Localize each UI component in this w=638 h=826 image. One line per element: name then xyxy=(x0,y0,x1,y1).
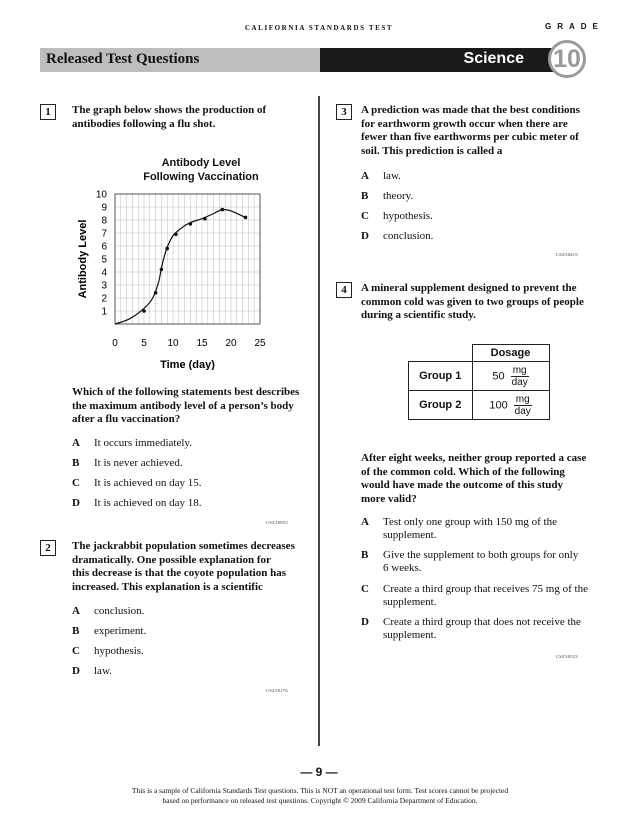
data-point xyxy=(160,268,164,272)
footer-note-line: This is a sample of California Standards Test questions. This is NOT an operational test form. Test scores cannot be projected xyxy=(131,786,509,795)
q1-stem-line: antibodies following a flu shot. xyxy=(72,117,216,130)
option-text-line: supplement. xyxy=(383,596,437,608)
q2-stem-line: this decrease is that the coyote population has xyxy=(72,567,286,579)
y-axis-label: Antibody Level xyxy=(77,219,89,299)
option-text xyxy=(383,583,588,609)
q4-question-line: more valid? xyxy=(361,492,417,505)
data-point xyxy=(189,222,193,226)
option-text: It is achieved on day 15. xyxy=(94,477,202,489)
dosage-table xyxy=(408,344,550,420)
y-tick-label: 6 xyxy=(101,241,107,253)
q3-stem-line: soil. This prediction is called a xyxy=(361,144,503,157)
unit-numerator: mg xyxy=(515,393,530,405)
option-letter: B xyxy=(361,549,369,561)
y-tick-label: 3 xyxy=(101,280,107,292)
option-text: hypothesis. xyxy=(383,210,433,222)
chart-title-line: Antibody Level xyxy=(161,157,241,169)
option-letter: B xyxy=(72,457,80,469)
q2-stem-line: increased. This explanation is a scientific xyxy=(72,580,263,593)
data-point xyxy=(174,233,178,237)
q4-option-b[interactable] xyxy=(361,549,621,577)
q3-stem-line: for earthworm growth occur when there are xyxy=(361,117,568,130)
question-number-2: 2 xyxy=(40,540,56,556)
grade-label: GRADE xyxy=(545,22,604,31)
subject-title: Science xyxy=(463,50,524,67)
option-text-line: 6 weeks. xyxy=(383,562,422,574)
unit-denominator: day xyxy=(514,405,531,417)
q4-question-line: of the common cold. Which of the following xyxy=(361,465,565,478)
q3-item-code: CSZ30419 xyxy=(556,252,578,257)
group-cell: Group 2 xyxy=(409,391,473,420)
x-tick-label: 25 xyxy=(254,338,266,349)
q4-question-line: would have made the outcome of this study xyxy=(361,479,563,491)
option-text: experiment. xyxy=(94,625,147,637)
q1-question-line: Which of the following statements best describes xyxy=(72,386,300,398)
option-letter: A xyxy=(72,437,80,449)
data-point xyxy=(154,291,158,295)
data-point xyxy=(165,247,169,251)
page-number: — 9 — xyxy=(300,765,338,779)
option-letter: A xyxy=(361,516,369,528)
q1-question xyxy=(72,386,318,427)
q1-option-b[interactable] xyxy=(72,457,312,471)
x-tick-label: 20 xyxy=(225,338,237,349)
header-band-left xyxy=(40,48,320,72)
y-tick-label: 8 xyxy=(101,215,107,227)
data-point xyxy=(244,216,248,220)
option-text: theory. xyxy=(383,190,414,202)
option-letter: D xyxy=(361,616,369,628)
q2-stem-line: The jackrabbit population sometimes decreases xyxy=(72,540,295,552)
chart-ticks xyxy=(96,190,266,349)
q4-question xyxy=(361,452,617,506)
dose-cell xyxy=(472,391,549,420)
dose-unit xyxy=(511,365,529,388)
q2-option-c[interactable] xyxy=(72,645,312,659)
option-text: law. xyxy=(94,665,112,677)
unit-numerator: mg xyxy=(512,364,527,376)
option-letter: B xyxy=(72,625,80,637)
footer-note-line: based on performance on released test questions. Copyright © 2009 California Department of Education. xyxy=(162,796,478,805)
q4-item-code: CSZ30523 xyxy=(556,654,578,659)
option-text-line: Test only one group with 150 mg of the xyxy=(383,516,557,528)
option-letter: C xyxy=(72,645,80,657)
x-tick-label: 5 xyxy=(141,338,147,349)
option-text xyxy=(383,549,578,575)
column-divider xyxy=(318,96,320,746)
option-letter: D xyxy=(72,497,80,509)
unit-denominator: day xyxy=(511,376,528,388)
q3-option-d[interactable] xyxy=(361,230,601,244)
section-title: Released Test Questions xyxy=(46,51,200,67)
antibody-curve xyxy=(115,209,246,324)
y-tick-label: 5 xyxy=(101,254,107,266)
y-tick-label: 4 xyxy=(101,267,107,279)
option-letter: C xyxy=(361,210,369,222)
q1-stem xyxy=(72,104,312,131)
question-number-3: 3 xyxy=(336,104,352,120)
q3-option-a[interactable] xyxy=(361,170,601,184)
option-text: conclusion. xyxy=(94,605,145,617)
dose-amount: 50 xyxy=(492,369,505,382)
q4-stem-line: common cold was given to two groups of people xyxy=(361,295,584,308)
q1-option-c[interactable] xyxy=(72,477,312,491)
grade-badge: 10 xyxy=(548,40,586,78)
q4-option-c[interactable] xyxy=(361,583,621,611)
q3-stem-line: fewer than five earthworms per cubic meter of xyxy=(361,131,579,143)
dose-unit xyxy=(514,394,532,417)
question-number-1: 1 xyxy=(40,104,56,120)
q2-option-a[interactable] xyxy=(72,605,312,619)
q1-item-code: CSZ10053 xyxy=(266,520,288,525)
q1-stem-line: The graph below shows the production of xyxy=(72,104,267,116)
q2-stem xyxy=(72,540,318,594)
q3-option-b[interactable] xyxy=(361,190,601,204)
q2-option-d[interactable] xyxy=(72,665,312,679)
dosage-header: Dosage xyxy=(472,345,549,362)
data-point xyxy=(203,217,207,221)
data-point xyxy=(142,309,146,313)
y-tick-label: 9 xyxy=(101,202,107,214)
q1-question-line: after a flu vaccination? xyxy=(72,413,181,425)
chart-title xyxy=(96,156,306,184)
option-letter: B xyxy=(361,190,369,202)
table-row xyxy=(409,391,550,420)
q1-option-a[interactable] xyxy=(72,437,312,451)
q2-item-code: CSZ30176 xyxy=(266,688,288,693)
option-text-line: Create a third group that receives 75 mg of the xyxy=(383,583,588,595)
y-tick-label: 10 xyxy=(95,190,107,201)
question-number-4: 4 xyxy=(336,282,352,298)
chart-markers xyxy=(142,208,247,313)
x-tick-label: 10 xyxy=(167,338,179,349)
chart-title-line: Following Vaccination xyxy=(143,171,259,183)
option-letter: D xyxy=(72,665,80,677)
option-letter: A xyxy=(361,170,369,182)
option-text xyxy=(383,516,557,542)
table-row xyxy=(409,362,550,391)
option-text-line: Give the supplement to both groups for only xyxy=(383,549,579,561)
q4-stem xyxy=(361,282,617,323)
y-tick-label: 7 xyxy=(101,228,107,240)
group-cell: Group 1 xyxy=(409,362,473,391)
y-tick-label: 1 xyxy=(101,306,107,318)
q4-option-d[interactable] xyxy=(361,616,621,644)
q4-option-a[interactable] xyxy=(361,516,621,544)
option-text: It is never achieved. xyxy=(94,457,183,469)
option-letter: D xyxy=(361,230,369,242)
x-axis-label: Time (day) xyxy=(160,359,215,370)
data-point xyxy=(221,208,225,212)
option-text: It is achieved on day 18. xyxy=(94,497,202,509)
y-tick-label: 2 xyxy=(101,293,107,305)
q1-option-d[interactable] xyxy=(72,497,312,511)
dose-cell xyxy=(472,362,549,391)
option-text-line: supplement. xyxy=(383,529,437,541)
antibody-chart xyxy=(70,190,310,370)
option-letter: C xyxy=(361,583,369,595)
q4-stem-line: A mineral supplement designed to prevent the xyxy=(361,282,577,294)
option-text-line: supplement. xyxy=(383,629,437,641)
option-text: It occurs immediately. xyxy=(94,437,192,449)
q2-stem-line: dramatically. One possible explanation for xyxy=(72,553,271,566)
option-text: conclusion. xyxy=(383,230,434,242)
option-text: hypothesis. xyxy=(94,645,144,657)
q3-stem xyxy=(361,104,611,158)
option-text: law. xyxy=(383,170,401,182)
dose-amount: 100 xyxy=(489,398,508,411)
x-tick-label: 0 xyxy=(112,338,118,349)
option-letter: A xyxy=(72,605,80,617)
q1-question-line: the maximum antibody level of a person’s body xyxy=(72,399,294,412)
option-text-line: Create a third group that does not receive the xyxy=(383,616,581,628)
option-letter: C xyxy=(72,477,80,489)
test-title: CALIFORNIA STANDARDS TEST xyxy=(244,24,394,32)
q3-option-c[interactable] xyxy=(361,210,601,224)
q2-option-b[interactable] xyxy=(72,625,312,639)
q4-question-line: After eight weeks, neither group reported a case xyxy=(361,452,587,464)
footer-note xyxy=(60,786,580,806)
option-text xyxy=(383,616,581,642)
q3-stem-line: A prediction was made that the best conditions xyxy=(361,104,580,116)
header-band-right xyxy=(320,48,560,72)
x-tick-label: 15 xyxy=(196,338,208,349)
q4-stem-line: during a scientific study. xyxy=(361,309,476,321)
table-corner xyxy=(409,345,473,362)
